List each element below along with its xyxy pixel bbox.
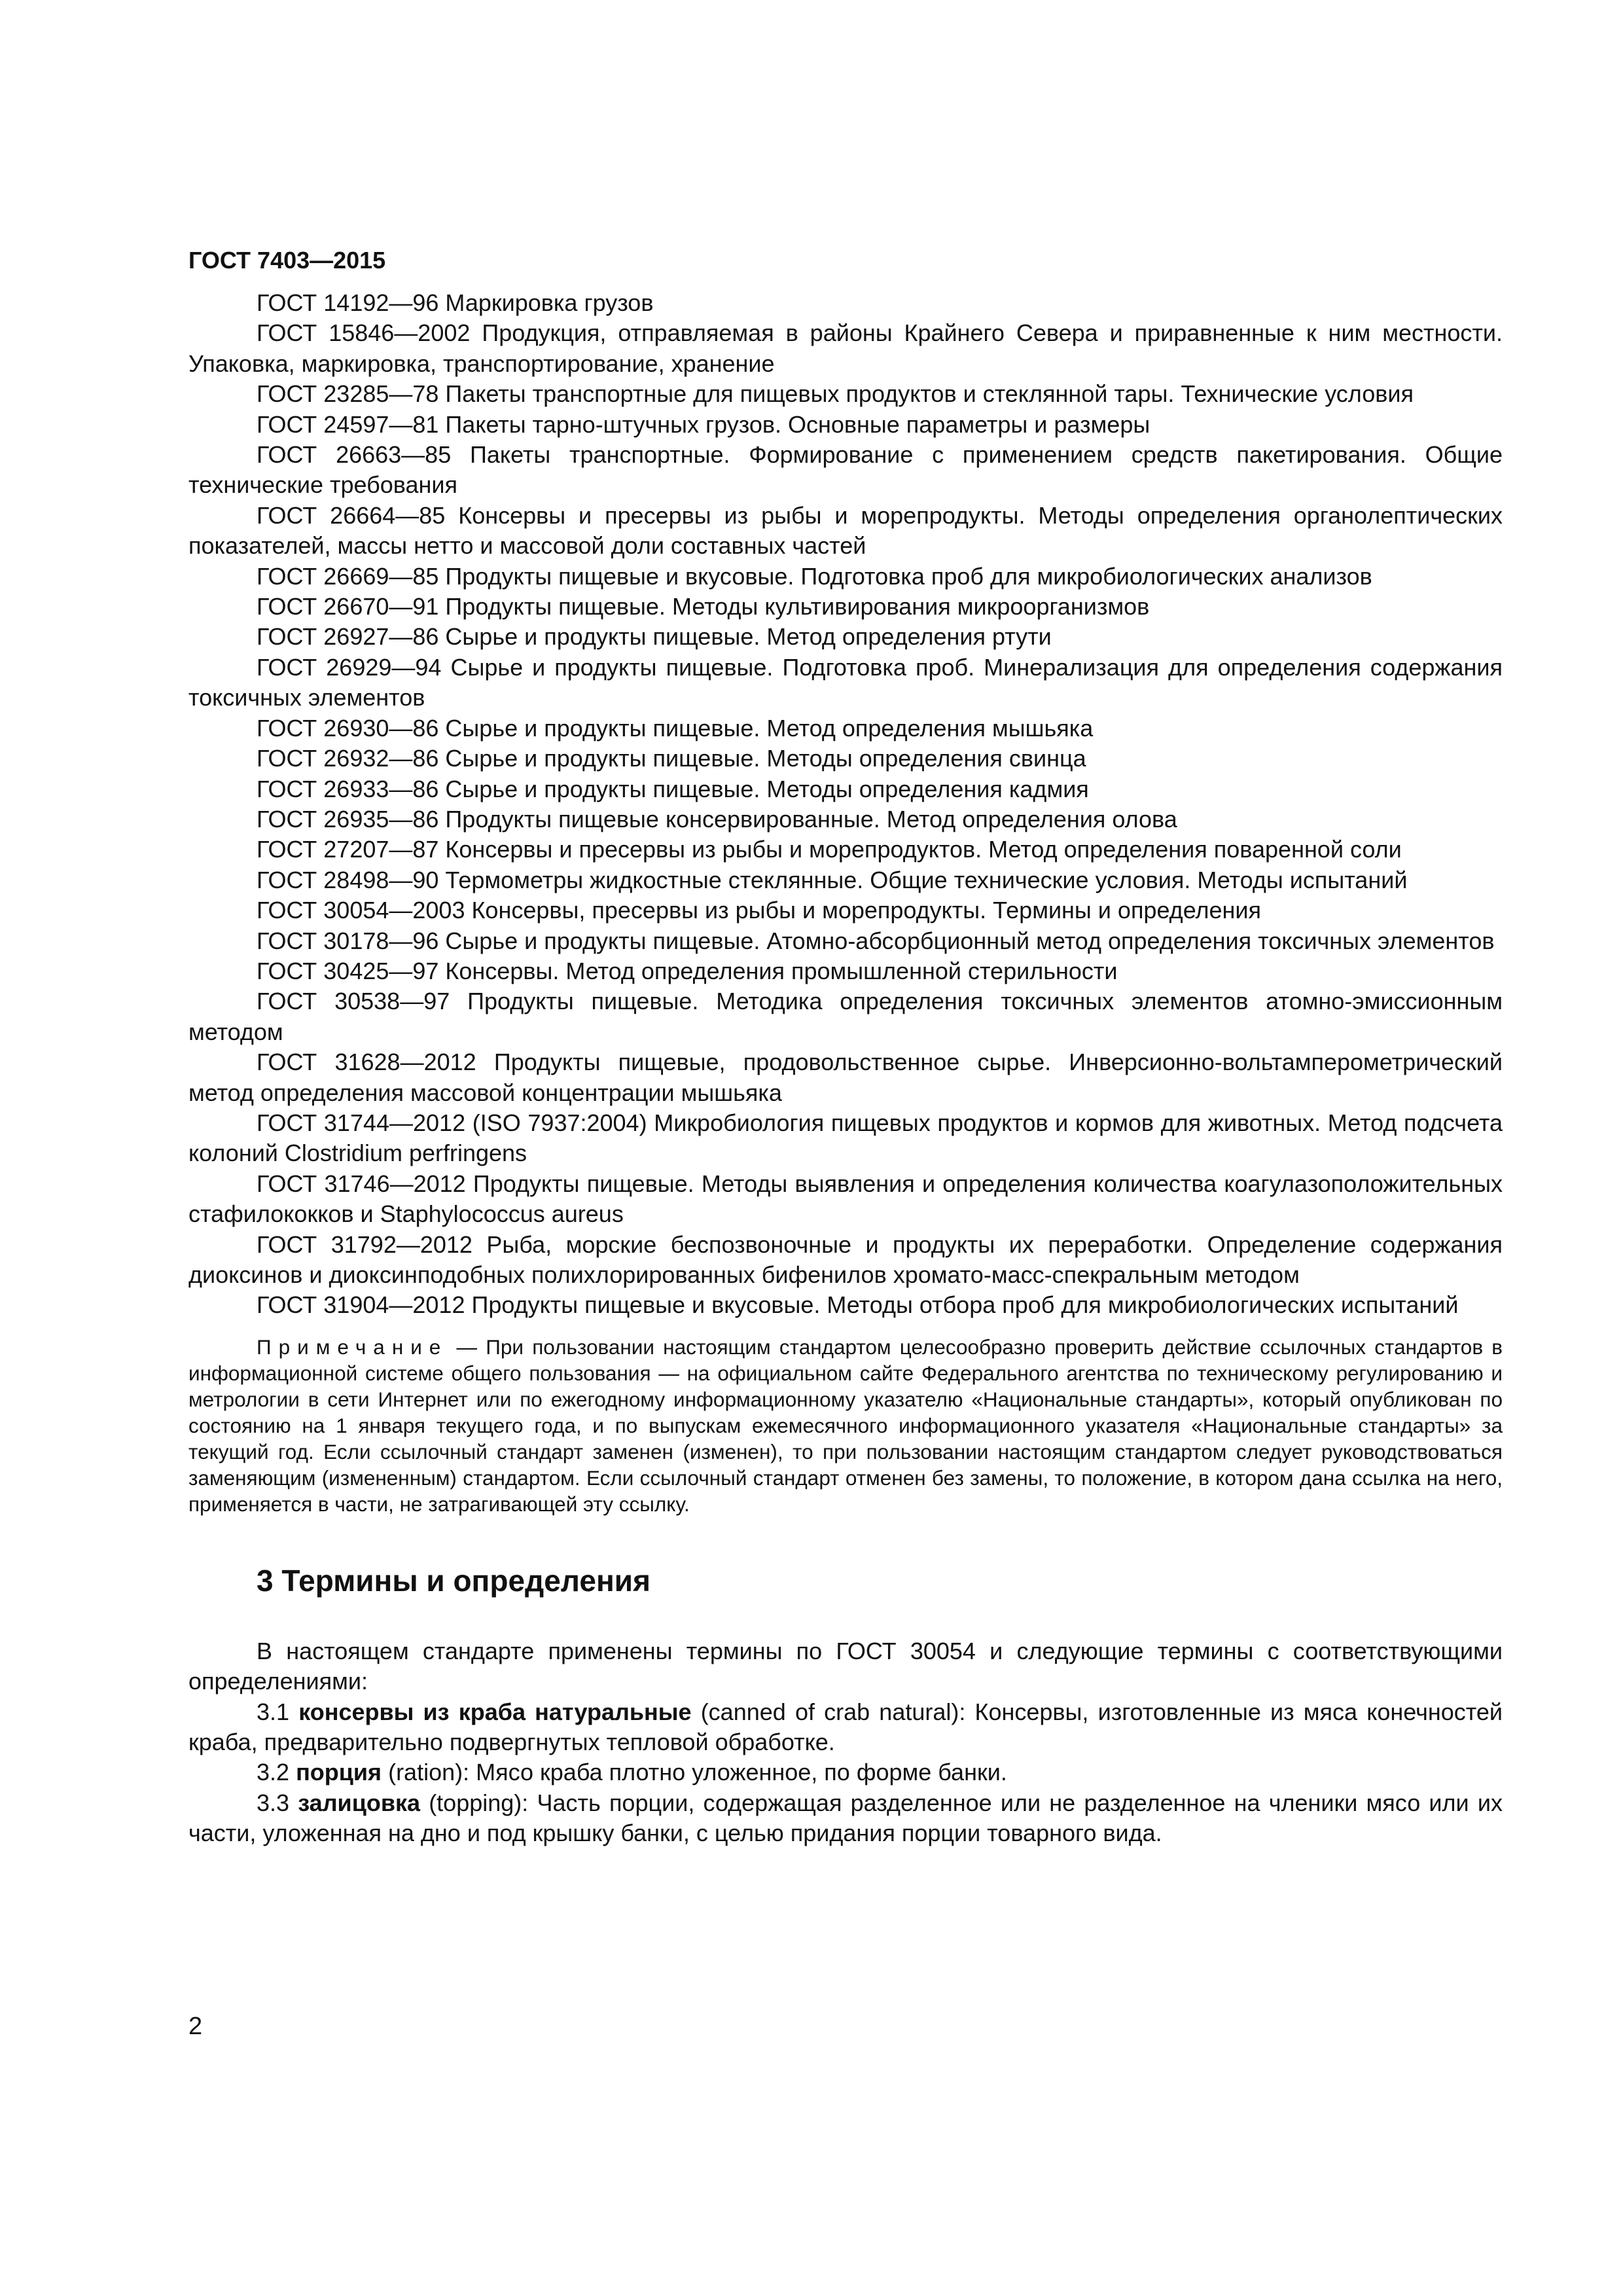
reference-item: ГОСТ 14192—96 Маркировка грузов (257, 289, 654, 316)
reference-item: ГОСТ 31792—2012 Рыба, морские беспозвоночные и продукты их переработки. Определение содержания диоксинов и диоксинподобных полихлорированных бифенилов хромато-масс-спекральным методом (188, 1230, 1503, 1288)
reference-item: ГОСТ 23285—78 Пакеты транспортные для пищевых продуктов и стеклянной тары. Технические условия (257, 380, 1414, 408)
reference-item: ГОСТ 26930—86 Сырье и продукты пищевые. Метод определения мышьяка (257, 714, 1094, 742)
reference-item: ГОСТ 26669—85 Продукты пищевые и вкусовые. Подготовка проб для микробиологических анализов (257, 562, 1372, 590)
reference-item: ГОСТ 30425—97 Консервы. Метод определения промышленной стерильности (257, 957, 1118, 984)
reference-item: ГОСТ 30054—2003 Консервы, пресервы из рыбы и морепродукты. Термины и определения (257, 897, 1262, 924)
reference-item: ГОСТ 26929—94 Сырье и продукты пищевые. Подготовка проб. Минерализация для определения содержания токсичных элементов (188, 653, 1503, 711)
reference-item: ГОСТ 30178—96 Сырье и продукты пищевые. Атомно-абсорбционный метод определения токсичных элементов (257, 927, 1495, 954)
section-title: 3 Термины и определения (257, 1563, 651, 1598)
reference-item: ГОСТ 28498—90 Термометры жидкостные стеклянные. Общие технические условия. Методы испытаний (257, 866, 1408, 893)
reference-item: ГОСТ 27207—87 Консервы и пресервы из рыбы и морепродуктов. Метод определения поваренной соли (257, 836, 1402, 863)
reference-item: ГОСТ 31628—2012 Продукты пищевые, продовольственное сырье. Инверсионно-вольтамперометрический метод определения массовой концентрации мышьяка (188, 1049, 1503, 1106)
references-note (188, 1334, 1503, 1517)
normative-references-list (188, 288, 1503, 1321)
term-text: (canned of crab natural): Консервы, изготовленные из мяса конечностей краба, предварительно подвергнутых тепловой обработке. (188, 1698, 1503, 1756)
term-number: 3.2 (257, 1759, 290, 1786)
reference-item: ГОСТ 26933—86 Сырье и продукты пищевые. Методы определения кадмия (257, 775, 1089, 802)
reference-item: ГОСТ 31744—2012 (ISO 7937:2004) Микробиология пищевых продуктов и кормов для животных. Метод подсчета колоний Clostridium perfringens (188, 1109, 1503, 1167)
page-number: 2 (188, 2013, 203, 2040)
term-text: (ration): Мясо краба плотно уложенное, по форме банки. (388, 1759, 1007, 1786)
reference-item: ГОСТ 24597—81 Пакеты тарно-штучных грузов. Основные параметры и размеры (257, 410, 1150, 438)
reference-item: ГОСТ 30538—97 Продукты пищевые. Методика определения токсичных элементов атомно-эмиссионным методом (188, 988, 1503, 1045)
document-body (188, 288, 1503, 1849)
term-name: залицовка (298, 1789, 420, 1816)
term-name: консервы из краба натуральные (298, 1698, 692, 1725)
reference-item: ГОСТ 26927—86 Сырье и продукты пищевые. Метод определения ртути (257, 623, 1052, 651)
reference-item: ГОСТ 26670—91 Продукты пищевые. Методы культивирования микроорганизмов (257, 593, 1150, 620)
reference-item: ГОСТ 31746—2012 Продукты пищевые. Методы выявления и определения количества коагулазоположительных стафилококков и Staphylococcus aureus (188, 1170, 1503, 1228)
reference-item: ГОСТ 31904—2012 Продукты пищевые и вкусовые. Методы отбора проб для микробиологических испытаний (257, 1291, 1459, 1319)
term-name: порция (296, 1759, 382, 1786)
reference-item: ГОСТ 26663—85 Пакеты транспортные. Формирование с применением средств пакетирования. Общие технические требования (188, 441, 1503, 499)
term-number: 3.3 (257, 1789, 290, 1816)
reference-item: ГОСТ 15846—2002 Продукция, отправляемая в районы Крайнего Севера и приравненные к ним местности. Упаковка, маркировка, транспортирование, хранение (188, 319, 1503, 377)
reference-item: ГОСТ 26932—86 Сырье и продукты пищевые. Методы определения свинца (257, 745, 1086, 772)
note-label: Примечание (257, 1335, 448, 1359)
term-definition (188, 1788, 1503, 1849)
section-intro: В настоящем стандарте применены термины по ГОСТ 30054 и следующие термины с соответствующими определениями: (188, 1637, 1503, 1695)
term-definition (188, 1757, 1503, 1787)
term-definition (188, 1697, 1503, 1758)
reference-item: ГОСТ 26664—85 Консервы и пресервы из рыбы и морепродукты. Методы определения органолептических показателей, массы нетто и массовой доли составных частей (188, 501, 1503, 560)
document-header: ГОСТ 7403—2015 (188, 247, 386, 274)
note-text: — При пользовании настоящим стандартом целесообразно проверить действие ссылочных стандартов в информационной системе общего пользования — на официальном сайте Федерального агентства по техническому регулированию и метрологии в сети Интернет или по ежегодному информационному указателю «Национальные стандарты», который опубликован по состоянию на 1 января текущего года, и по выпускам ежемесячного информационного указателя «Национальные стандарты» за текущий год. Если ссылочный стандарт заменен (изменен), то при пользовании настоящим стандартом следует руководствоваться заменяющим (измененным) стандартом. Если ссылочный стандарт отменен без замены, то положение, в котором дана ссылка на него, применяется в части, не затрагивающей эту ссылку. (188, 1335, 1503, 1516)
reference-item: ГОСТ 26935—86 Продукты пищевые консервированные. Метод определения олова (257, 805, 1177, 833)
term-text: (topping): Часть порции, содержащая разделенное или не разделенное на членики мясо или их части, уложенная на дно и под крышку банки, с целью придания порции товарного вида. (188, 1789, 1503, 1847)
term-number: 3.1 (257, 1698, 290, 1725)
